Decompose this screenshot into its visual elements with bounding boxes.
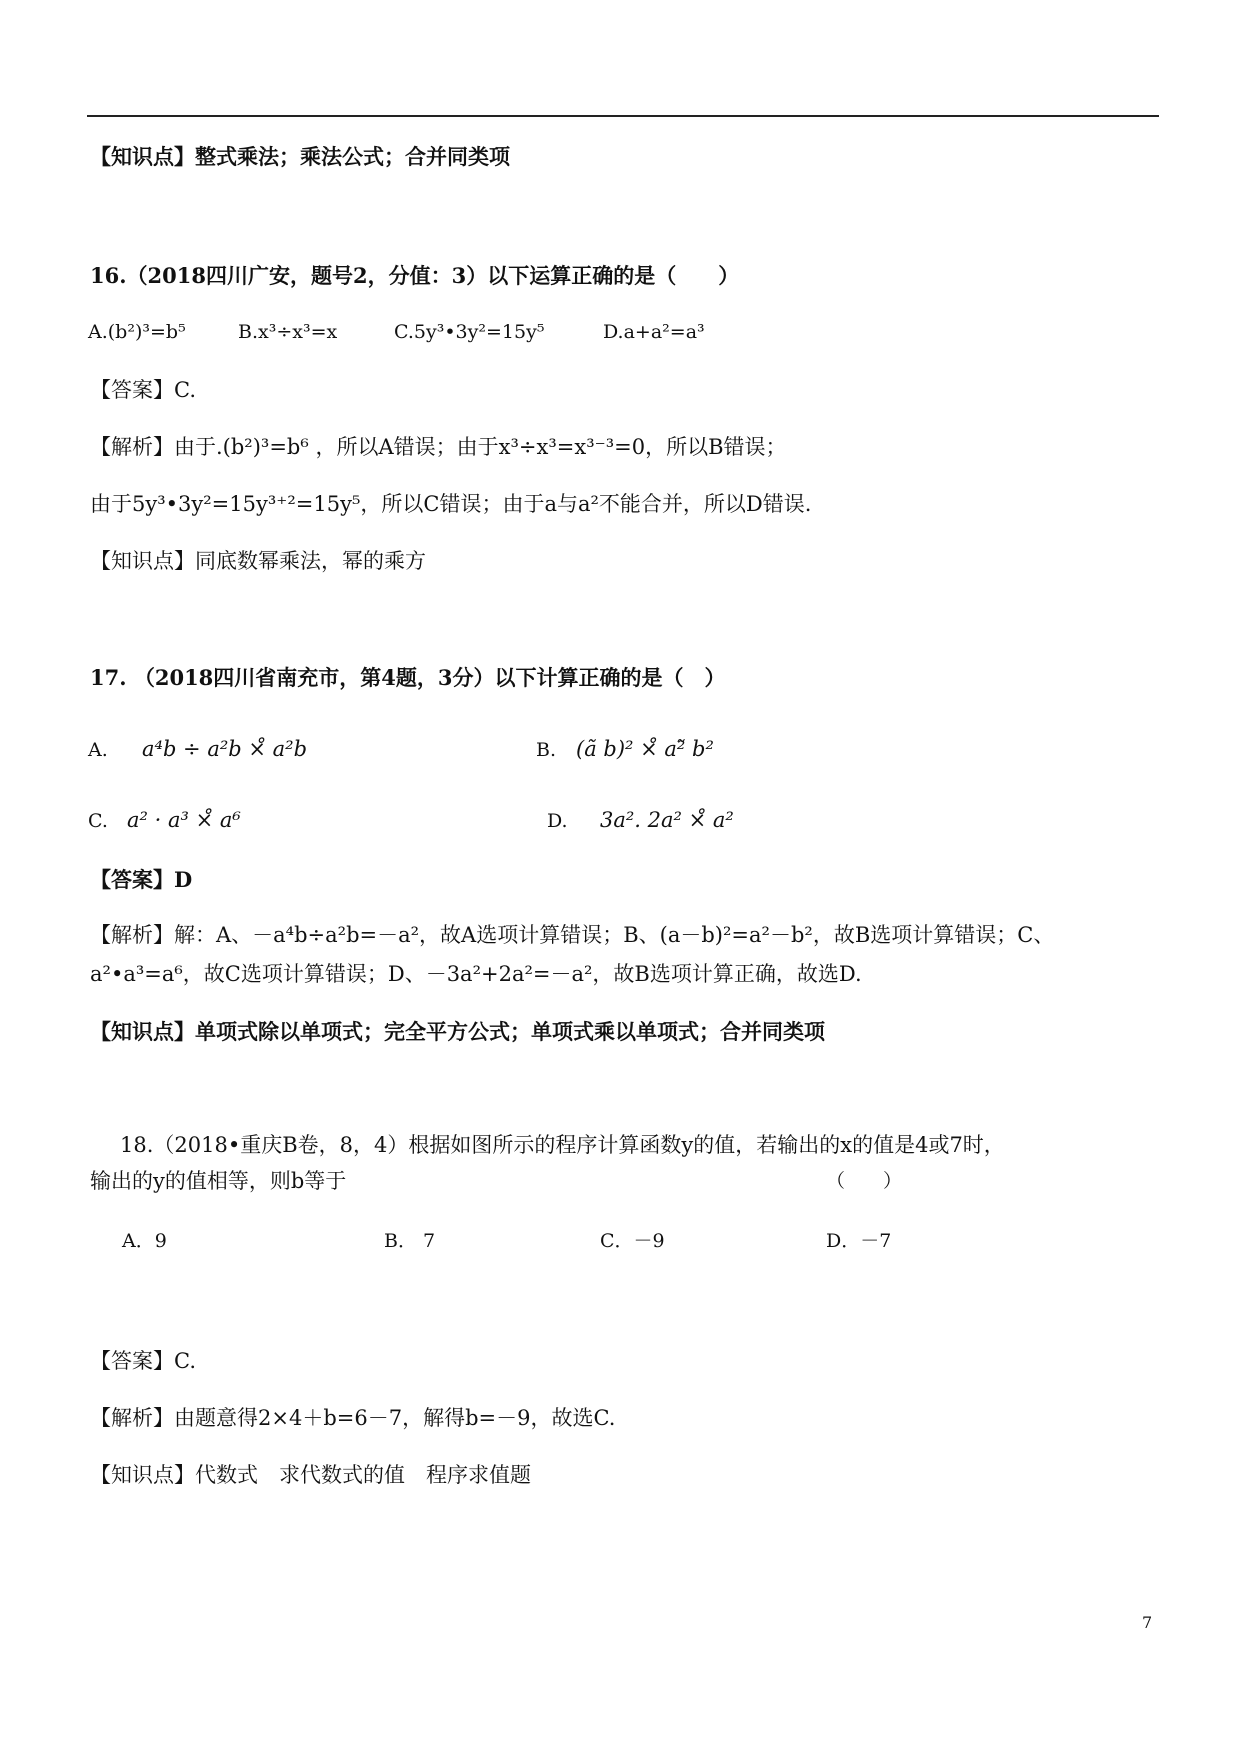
q17-option-b-expr: (ã b)² ×̊ a²̃ b² bbox=[576, 737, 714, 761]
q17-analysis-line2: a²•a³=a⁶，故C选项计算错误；D、－3a²+2a²=－a²，故B选项计算正确，故选D. bbox=[90, 962, 862, 986]
q18-option-d: D．－7 bbox=[826, 1230, 892, 1252]
q18-answer-paren: （ ） bbox=[826, 1170, 903, 1192]
page-number: 7 bbox=[1142, 1613, 1153, 1632]
q17-option-a-label: A. bbox=[88, 739, 108, 761]
q17-option-b-label: B. bbox=[536, 739, 557, 761]
q17-answer: 【答案】D bbox=[90, 867, 193, 892]
q17-knowledge-point: 【知识点】单项式除以单项式；完全平方公式；单项式乘以单项式；合并同类项 bbox=[90, 1019, 825, 1044]
q18-option-c: C．－9 bbox=[600, 1230, 665, 1252]
q16-option-a: A.(b²)³=b⁵ bbox=[88, 321, 186, 343]
q18-answer: 【答案】C. bbox=[90, 1349, 196, 1373]
q18-knowledge-point: 【知识点】代数式 求代数式的值 程序求值题 bbox=[90, 1463, 531, 1487]
q17-header: 17. （2018四川省南充市，第4题，3分）以下计算正确的是（ ） bbox=[90, 665, 726, 690]
q17-analysis-line1: 【解析】解：A、－a⁴b÷a²b=－a²，故A选项计算错误；B、(a－b)²=a²－b²，故B选项计算错误；C、 bbox=[90, 923, 1055, 947]
q17-option-d-expr: 3a². 2a² ×̊ a² bbox=[600, 808, 734, 832]
q18-option-b: B． 7 bbox=[384, 1230, 436, 1252]
q16-option-b: B.x³÷x³=x bbox=[238, 321, 338, 343]
q17-option-c-label: C. bbox=[88, 810, 108, 832]
q16-analysis-line1: 【解析】由于.(b²)³=b⁶ ，所以A错误；由于x³÷x³=x³⁻³=0，所以B错误； bbox=[90, 435, 787, 459]
q18-header-line2: 输出的y的值相等，则b等于 bbox=[90, 1169, 347, 1193]
q17-option-a-expr: a⁴b ÷ a²b ×̊ a²b bbox=[142, 737, 308, 761]
q16-header: 16.（2018四川广安，题号2，分值：3）以下运算正确的是（ ） bbox=[90, 263, 740, 288]
q17-option-c-expr: a² · a³ ×̊ a⁶ bbox=[127, 808, 241, 832]
header-rule bbox=[87, 115, 1159, 117]
q16-knowledge-point: 【知识点】同底数幂乘法，幂的乘方 bbox=[90, 549, 426, 573]
q16-analysis-line2: 由于5y³•3y²=15y³⁺²=15y⁵，所以C错误；由于a与a²不能合并，所以D错误. bbox=[90, 492, 812, 516]
q18-analysis: 【解析】由题意得2×4＋b=6－7，解得b=－9，故选C. bbox=[90, 1406, 616, 1430]
q17-option-d-label: D. bbox=[547, 810, 568, 832]
q16-option-d: D.a+a²=a³ bbox=[603, 321, 705, 343]
q16-option-c: C.5y³•3y²=15y⁵ bbox=[394, 321, 545, 343]
knowledge-point-15: 【知识点】整式乘法；乘法公式；合并同类项 bbox=[90, 144, 510, 169]
q16-answer: 【答案】C. bbox=[90, 378, 196, 402]
q18-header-line1: 18.（2018•重庆B卷，8，4）根据如图所示的程序计算函数y的值，若输出的x的值是4或7时， bbox=[120, 1133, 1005, 1157]
q18-option-a: A．9 bbox=[122, 1230, 167, 1252]
